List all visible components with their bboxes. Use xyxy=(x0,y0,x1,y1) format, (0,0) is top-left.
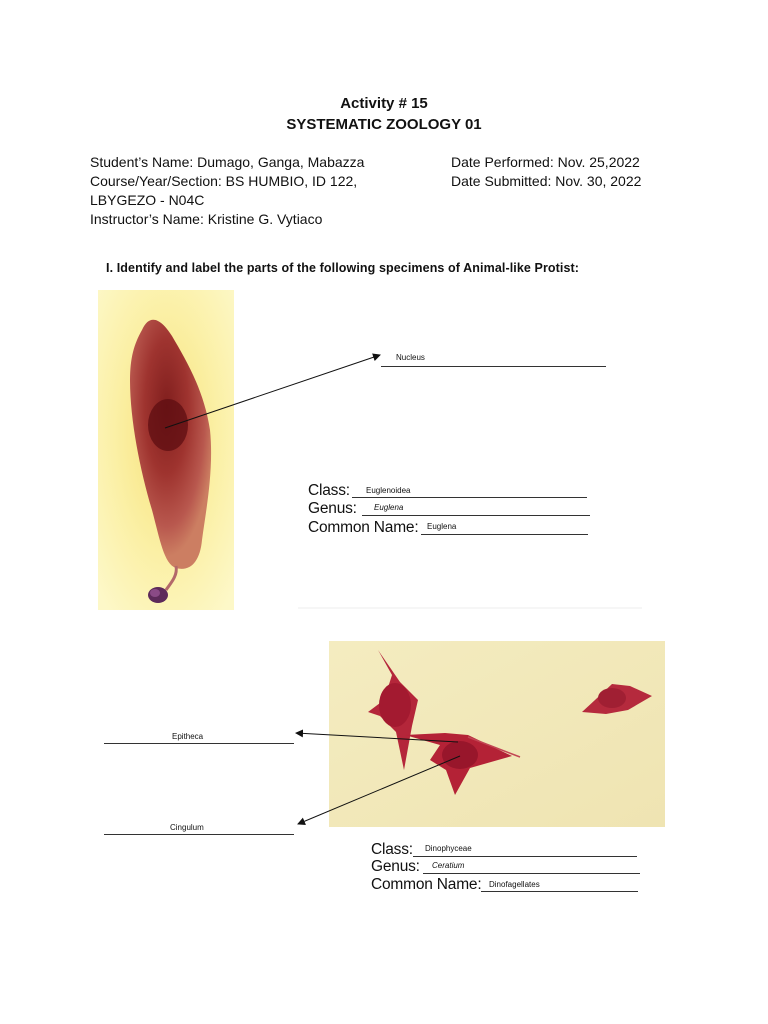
course-title: SYSTEMATIC ZOOLOGY 01 xyxy=(286,116,482,133)
common-name-label-2: Common Name: xyxy=(371,876,482,893)
euglena-photo xyxy=(98,290,234,610)
common-name-line-1 xyxy=(421,534,588,535)
date-performed: Date Performed: Nov. 25,2022 xyxy=(451,154,640,170)
common-name-value-2: Dinofagellates xyxy=(489,880,540,889)
genus-line-2 xyxy=(423,873,640,874)
course-section-line2: LBYGEZO - N04C xyxy=(90,192,205,208)
question-heading: I. Identify and label the parts of the following specimens of Animal-like Protist: xyxy=(106,261,580,275)
class-line-1 xyxy=(352,497,587,498)
common-name-line-2 xyxy=(481,891,638,892)
genus-line-1 xyxy=(362,515,590,516)
date-submitted: Date Submitted: Nov. 30, 2022 xyxy=(451,173,642,189)
students-name: Student’s Name: Dumago, Ganga, Mabazza xyxy=(90,154,365,170)
class-value-2: Dinophyceae xyxy=(425,844,472,853)
common-name-label-1: Common Name: xyxy=(308,519,419,536)
genus-label-1: Genus: xyxy=(308,500,357,517)
nucleus-answer-line xyxy=(381,366,606,367)
ceratium-photo xyxy=(329,641,665,827)
common-name-value-1: Euglena xyxy=(427,522,457,531)
cingulum-label: Cingulum xyxy=(170,823,204,832)
activity-title: Activity # 15 xyxy=(340,95,428,112)
cingulum-answer-line xyxy=(104,834,294,835)
class-label-1: Class: xyxy=(308,482,350,499)
course-section-line1: Course/Year/Section: BS HUMBIO, ID 122, xyxy=(90,173,358,189)
epitheca-label: Epitheca xyxy=(172,732,204,741)
nucleus-label: Nucleus xyxy=(396,353,425,362)
genus-value-2: Ceratium xyxy=(432,861,465,870)
genus-label-2: Genus: xyxy=(371,858,420,875)
instructor-name: Instructor’s Name: Kristine G. Vytiaco xyxy=(90,211,323,227)
class-label-2: Class: xyxy=(371,841,413,858)
genus-value-1: Euglena xyxy=(374,503,404,512)
epitheca-answer-line xyxy=(104,743,294,744)
class-value-1: Euglenoidea xyxy=(366,486,411,495)
class-line-2 xyxy=(413,856,637,857)
